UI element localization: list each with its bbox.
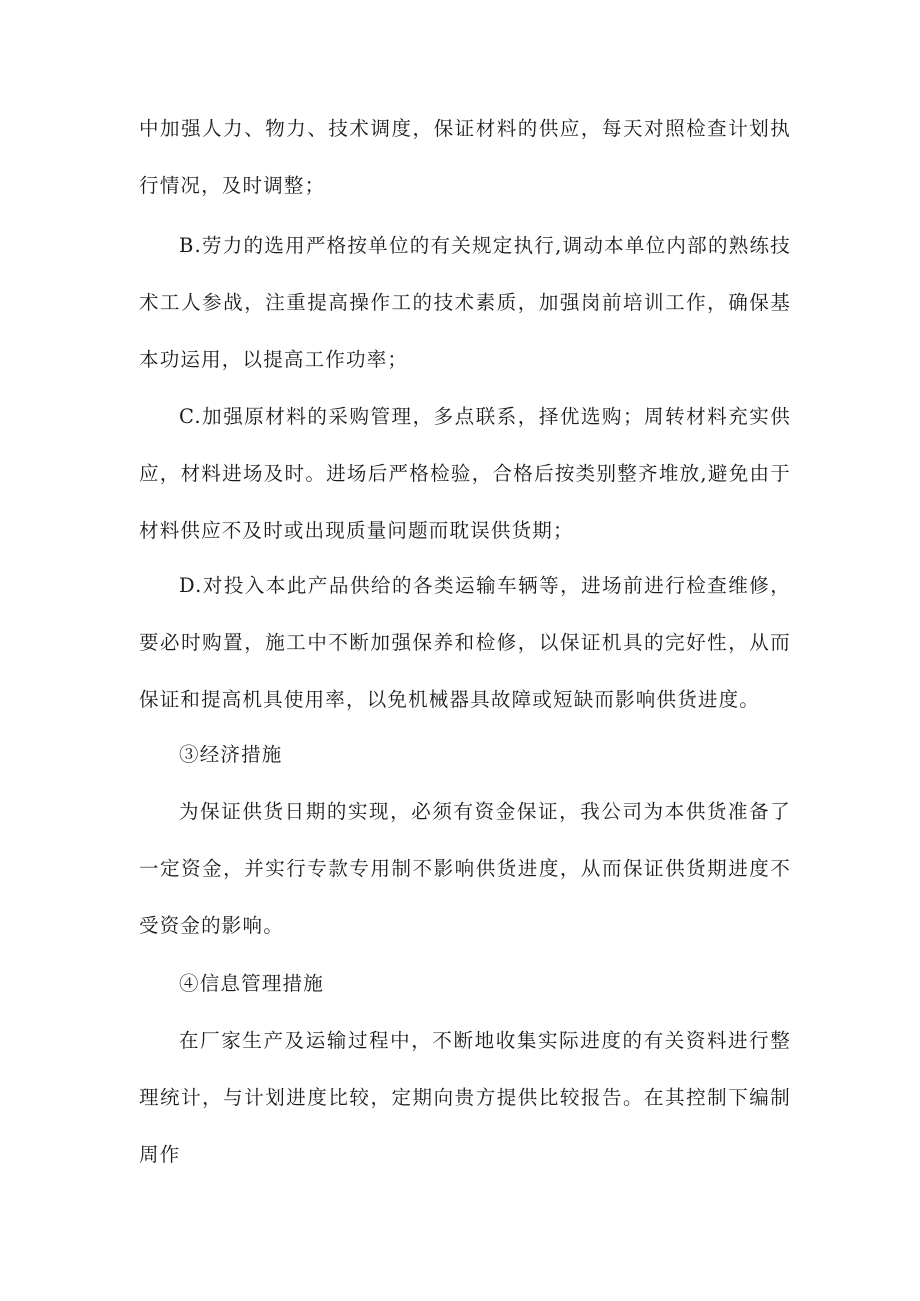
paragraph-item-b: B.劳力的选用严格按单位的有关规定执行,调动本单位内部的熟练技术工人参战，注重提高操作工的技术素质，加强岗前培训工作，确保基本功运用，以提高工作功率； <box>139 234 791 371</box>
heading-economic-measures: ③经济措施 <box>179 743 283 766</box>
paragraph-information-management: 在厂家生产及运输过程中，不断地收集实际进度的有关资料进行整理统计，与计划进度比较，定期向贵方提供比较报告。在其控制下编制周作 <box>139 1029 791 1166</box>
paragraph-item-d: D.对投入本此产品供给的各类运输车辆等，进场前进行检查维修，要必时购置，施工中不断加强保养和检修，以保证机具的完好性，从而保证和提高机具使用率，以免机械器具故障或短缺而影响供货进度。 <box>139 574 791 711</box>
paragraph-economic-measures: 为保证供货日期的实现，必须有资金保证，我公司为本供货准备了一定资金，并实行专款专用制不影响供货进度，从而保证供货期进度不受资金的影响。 <box>139 800 791 937</box>
heading-information-management: ④信息管理措施 <box>179 972 324 995</box>
paragraph-item-c: C.加强原材料的采购管理，多点联系，择优选购；周转材料充实供应，材料进场及时。进场后严格检验，合格后按类别整齐堆放,避免由于材料供应不及时或出现质量问题而耽误供货期； <box>139 405 791 542</box>
paragraph-continuation: 中加强人力、物力、技术调度，保证材料的供应，每天对照检查计划执行情况，及时调整； <box>139 117 791 197</box>
